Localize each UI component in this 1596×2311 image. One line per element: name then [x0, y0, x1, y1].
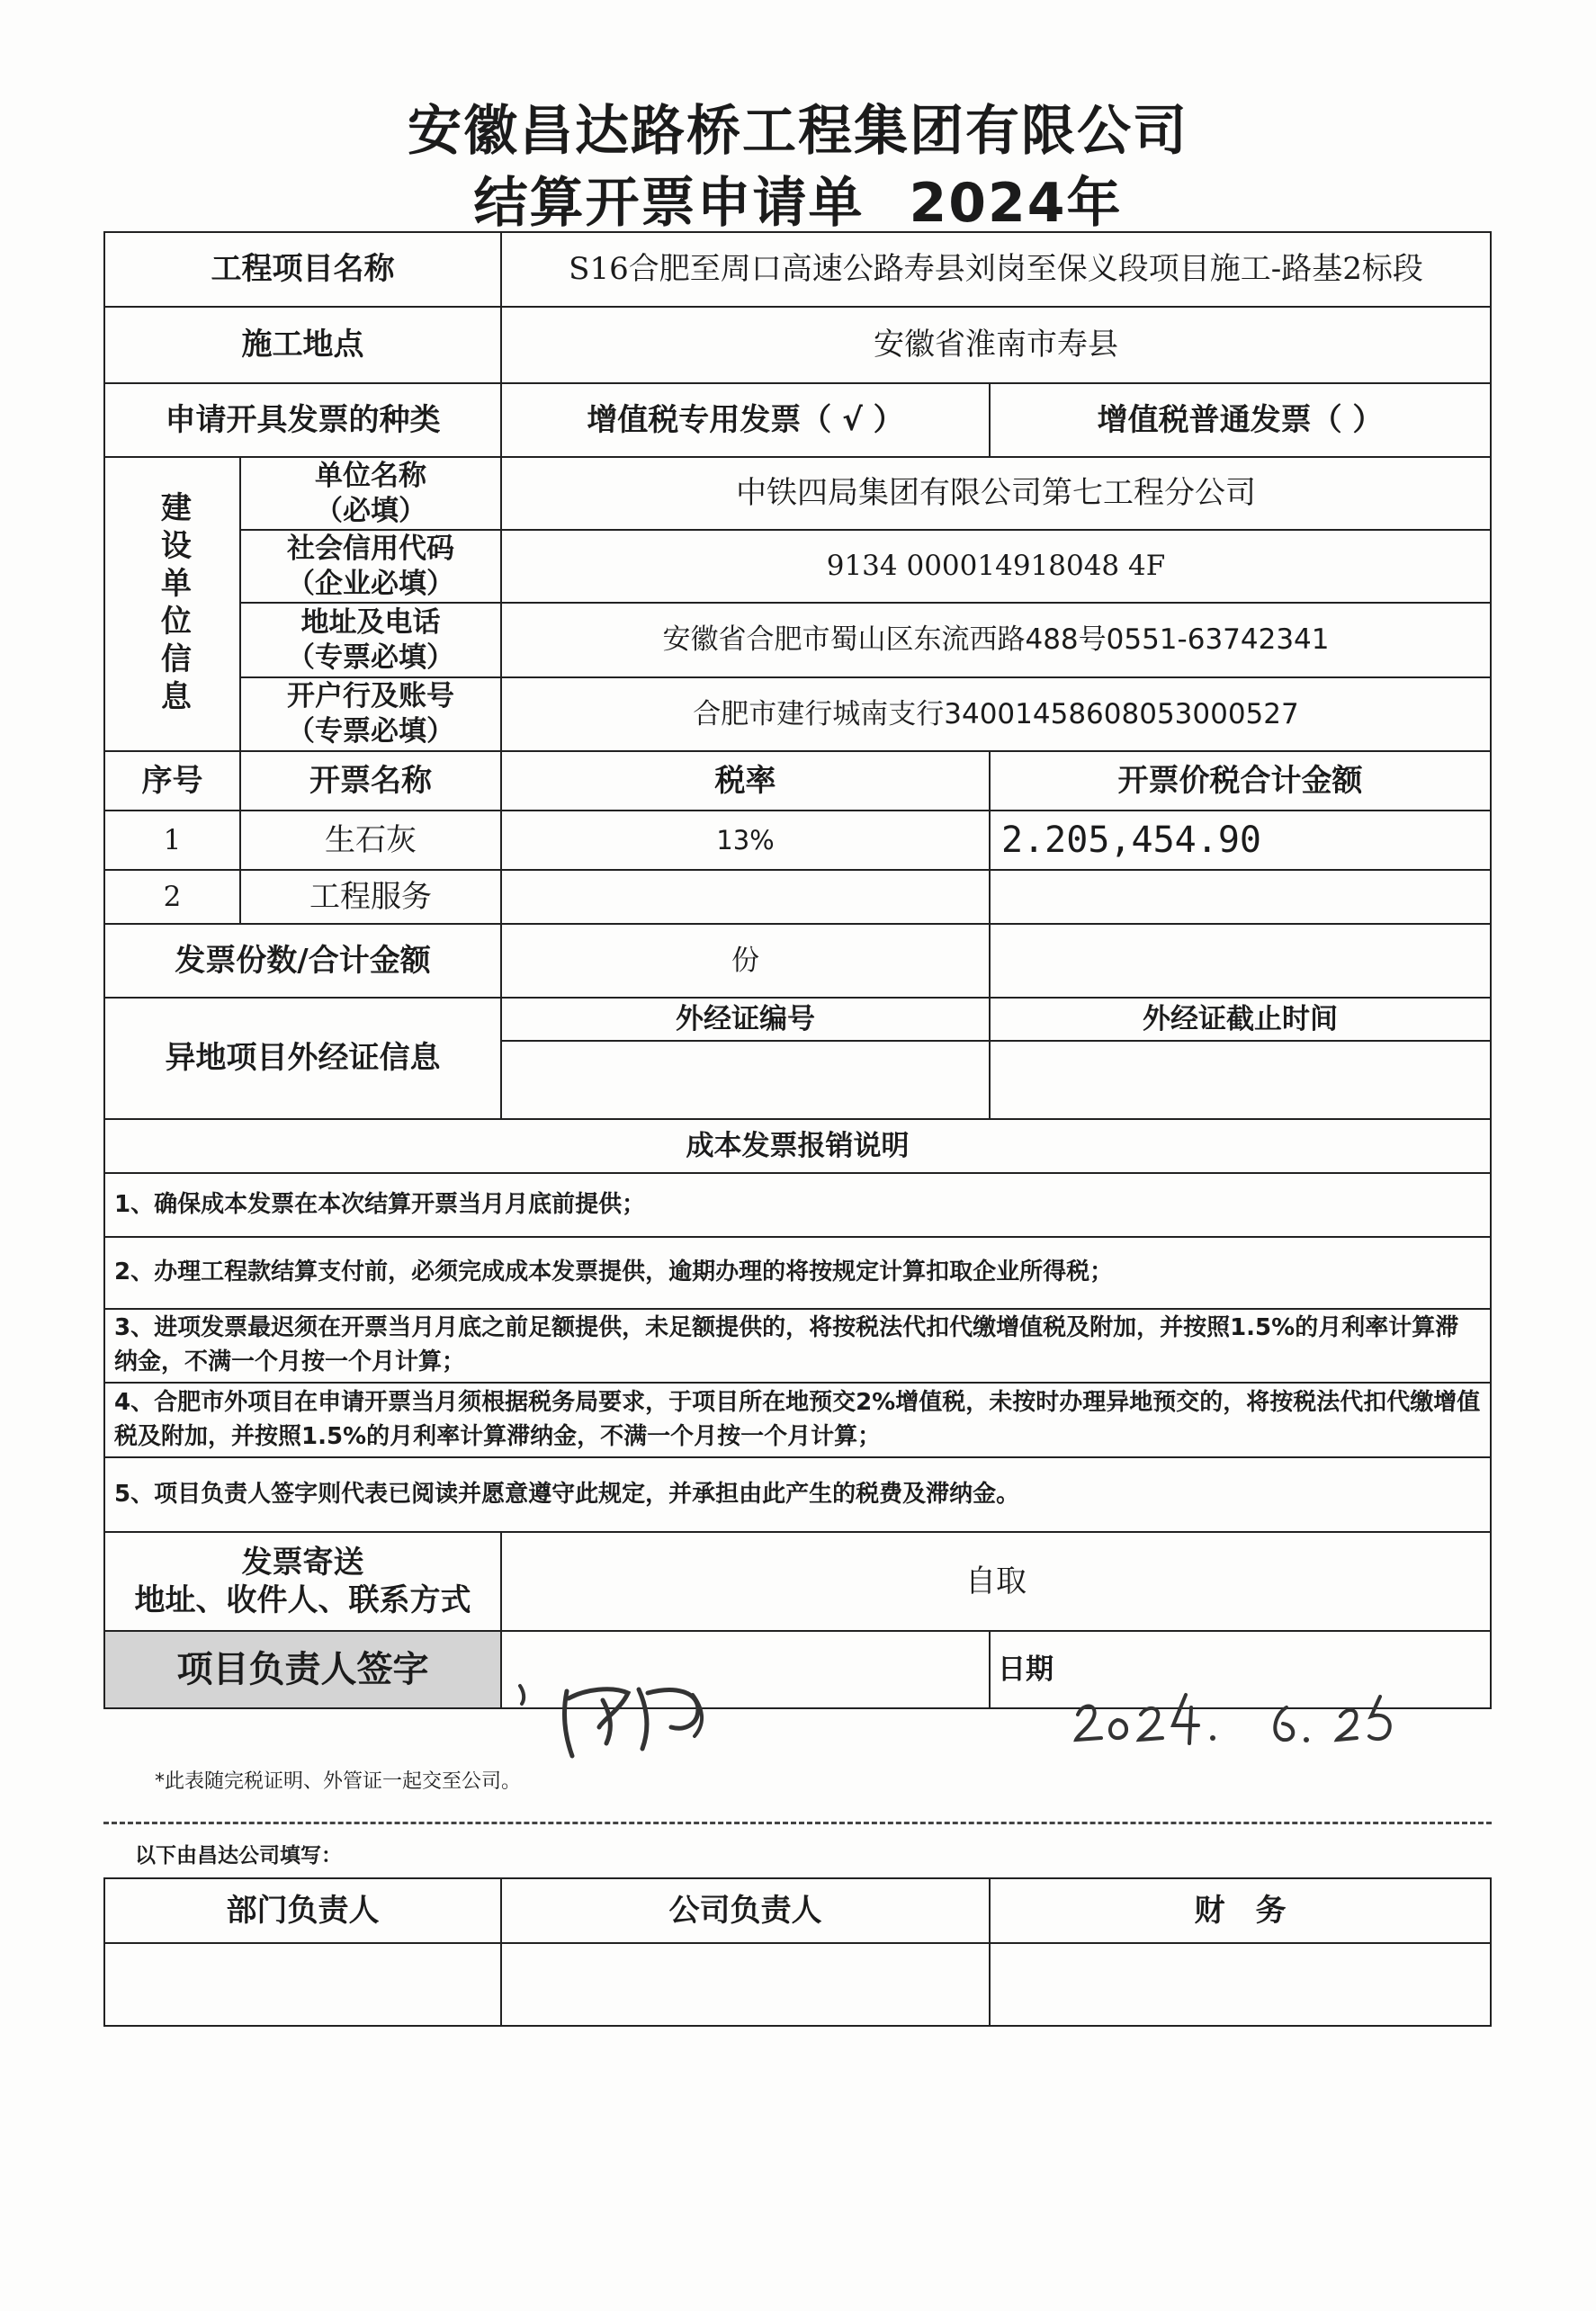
project-name-value: S16合肥至周口高速公路寿县刘岗至保义段项目施工-路基2标段: [500, 231, 1492, 308]
invoice-total-amount: [989, 923, 1492, 999]
offsite-cert-number-value: [500, 1040, 991, 1120]
credit-code-label-sub: （企业必填）: [287, 567, 454, 600]
settlement-form: [103, 231, 1492, 1754]
item-name: 生石灰: [239, 810, 502, 871]
address-phone-label-sub: （专票必填）: [287, 640, 454, 674]
invoice-type-label: 申请开具发票的种类: [103, 382, 502, 458]
form-title: 结算开票申请单: [473, 172, 865, 235]
finance-header: 财 务: [989, 1877, 1492, 1944]
delivery-label: [103, 1531, 502, 1632]
builder-name-label-sub: （必填）: [315, 494, 426, 527]
offsite-cert-deadline-header: 外经证截止时间: [989, 997, 1492, 1042]
date-label: 日期: [998, 1653, 1054, 1686]
builder-name-value: 中铁四局集团有限公司第七工程分公司: [500, 456, 1492, 531]
address-phone-label-text: 地址及电话: [300, 605, 441, 639]
dept-head-header: 部门负责人: [103, 1877, 502, 1944]
form-title-line: [0, 160, 1596, 237]
invoice-count-label: 发票份数/合计金额: [103, 923, 502, 999]
note-item: 4、合肥市外项目在申请开票当月须根据税务局要求，于项目所在地预交2%增值税，未按时办理异地预交的，将按税法代扣代缴增值税及附加，并按照1.5%的月利率计算滞纳金，不满一个月按一个月计算；: [103, 1382, 1492, 1458]
notes-title: 成本发票报销说明: [103, 1118, 1492, 1174]
company-section-label: 以下由昌达公司填写：: [135, 1844, 342, 1868]
invoice-count-unit: 份: [500, 923, 991, 999]
col-header-amount: 开票价税合计金额: [989, 750, 1492, 811]
address-phone-label: [239, 602, 502, 678]
offsite-cert-number-header: 外经证编号: [500, 997, 991, 1042]
bank-account-label-sub: （专票必填）: [287, 715, 454, 748]
item-rate: [500, 869, 991, 925]
bank-account-label: [239, 676, 502, 752]
company-name: 安徽昌达路桥工程集团有限公司: [408, 100, 1188, 163]
item-seq: 2: [103, 869, 241, 925]
delivery-value: 自取: [500, 1531, 1492, 1632]
col-header-seq: 序号: [103, 750, 241, 811]
bank-account-value: 合肥市建行城南支行34001458608053000527: [500, 676, 1492, 752]
item-name: 工程服务: [239, 869, 502, 925]
item-rate: 13%: [500, 810, 991, 871]
footnote: *此表随完税证明、外管证一起交至公司。: [155, 1770, 522, 1793]
dept-head-field[interactable]: [103, 1942, 502, 2027]
credit-code-value: 9134 000014918048 4F: [500, 529, 1492, 604]
delivery-label-line1: 发票寄送: [241, 1544, 364, 1581]
note-item: 2、办理工程款结算支付前，必须完成成本发票提供，逾期办理的将按规定计算扣取企业所得税；: [103, 1236, 1492, 1310]
location-value: 安徽省淮南市寿县: [500, 306, 1492, 384]
item-amount: [989, 869, 1492, 925]
credit-code-label-text: 社会信用代码: [287, 532, 454, 565]
col-header-name: 开票名称: [239, 750, 502, 811]
handwritten-date: [1071, 1684, 1412, 1751]
col-header-rate: 税率: [500, 750, 991, 811]
location-label: 施工地点: [103, 306, 502, 384]
note-item: 3、进项发票最迟须在开票当月月底之前足额提供，未足额提供的，将按税法代扣代缴增值税及附加，并按照1.5%的月利率计算滞纳金，不满一个月按一个月计算；: [103, 1308, 1492, 1384]
builder-group-text: 建设单位信息: [155, 490, 192, 718]
company-approval-table: [103, 1877, 1492, 2027]
company-head-header: 公司负责人: [500, 1877, 991, 1944]
project-name-label: 工程项目名称: [103, 231, 502, 308]
address-phone-value: 安徽省合肥市蜀山区东流西路488号0551-63742341: [500, 602, 1492, 678]
form-year: 2024年: [909, 172, 1123, 235]
note-item: 1、确保成本发票在本次结算开票当月月底前提供；: [103, 1172, 1492, 1238]
finance-field[interactable]: [989, 1942, 1492, 2027]
company-head-field[interactable]: [500, 1942, 991, 2027]
delivery-label-line2: 地址、收件人、联系方式: [134, 1582, 471, 1618]
dashed-separator: [103, 1822, 1492, 1824]
vat-normal-option[interactable]: 增值税普通发票（ ）: [989, 382, 1492, 458]
credit-code-label: [239, 529, 502, 604]
builder-name-label: [239, 456, 502, 531]
builder-name-label-text: 单位名称: [315, 459, 426, 492]
note-item: 5、项目负责人签字则代表已阅读并愿意遵守此规定，并承担由此产生的税费及滞纳金。: [103, 1456, 1492, 1533]
vat-special-option[interactable]: 增值税专用发票（ √ ）: [500, 382, 991, 458]
handwritten-signature: [513, 1673, 783, 1759]
item-seq: 1: [103, 810, 241, 871]
signature-label: 项目负责人签字: [103, 1630, 502, 1709]
offsite-cert-deadline-value: [989, 1040, 1492, 1120]
item-amount: 2.205,454.90: [989, 810, 1492, 871]
bank-account-label-text: 开户行及账号: [287, 680, 454, 713]
offsite-cert-label: 异地项目外经证信息: [103, 997, 502, 1120]
builder-info-group-label: [103, 456, 241, 752]
